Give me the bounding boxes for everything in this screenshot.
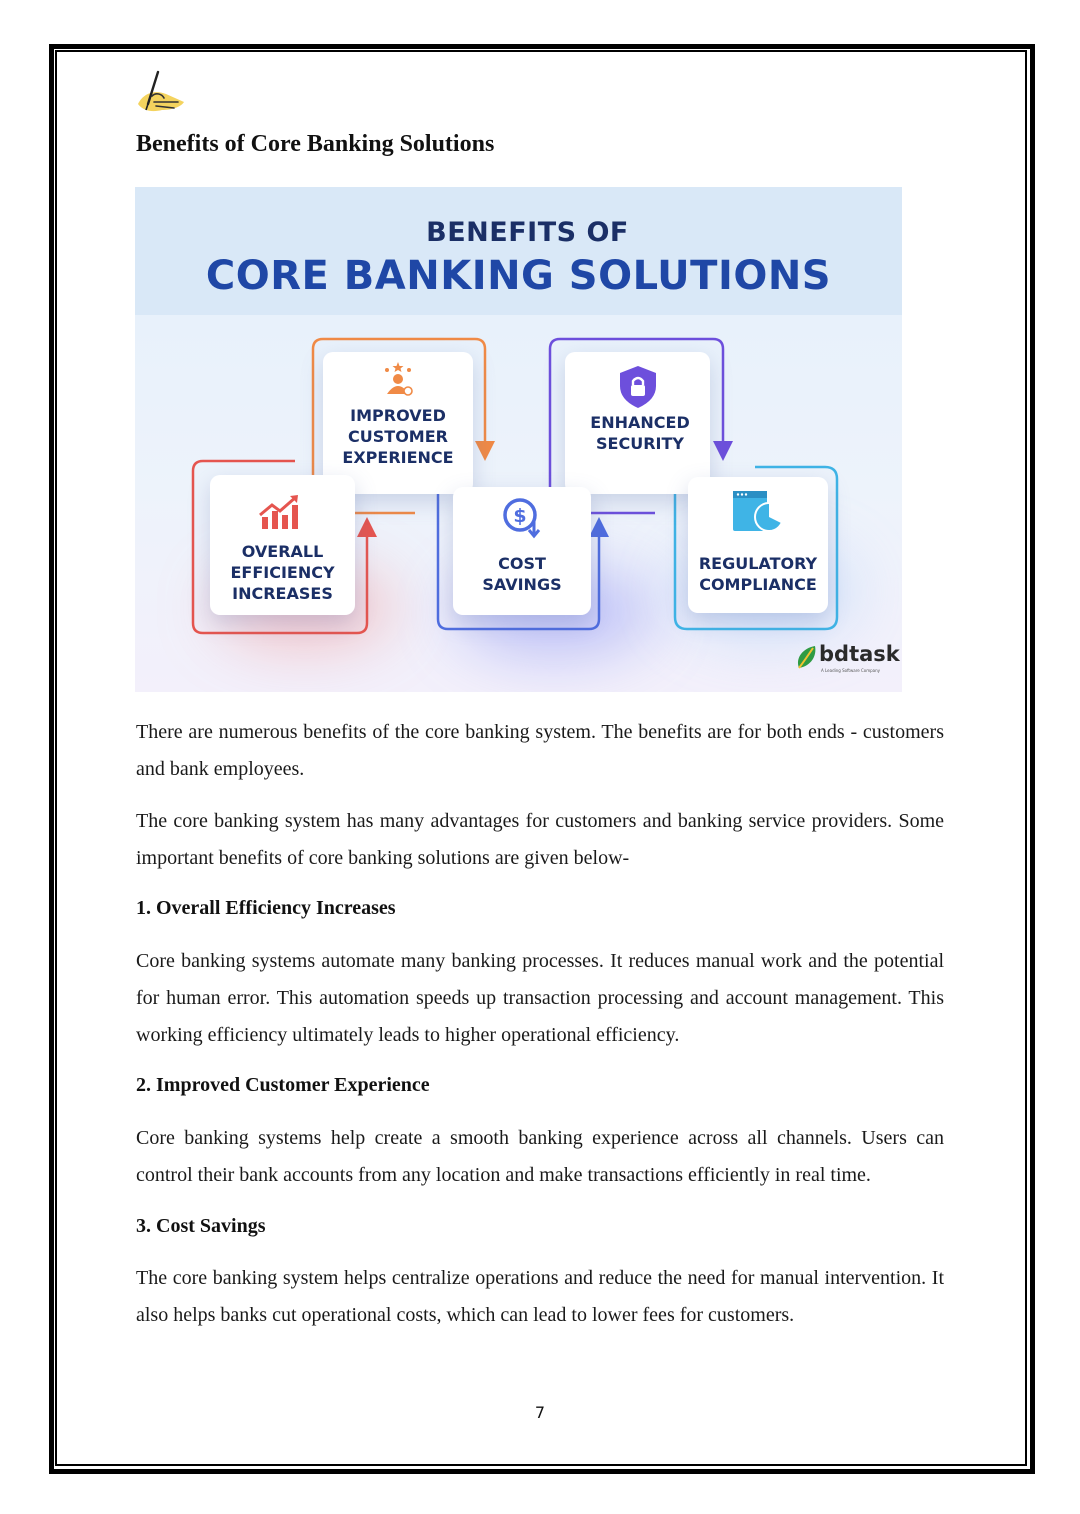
brand-tagline: A Leading Software Company <box>821 668 881 673</box>
card-label-improved-customer-experience: IMPROVED CUSTOMER EXPERIENCE <box>342 406 454 467</box>
paragraph-improved-customer-experience: Core banking systems help create a smooth banking experience across all channels. Users can control their bank accounts from any location and make transactions efficiently in real time. <box>136 1127 944 1186</box>
shield-lock-icon <box>615 364 661 410</box>
svg-text:$: $ <box>513 505 527 527</box>
report-pie-icon <box>731 489 789 533</box>
benefits-infographic <box>135 187 902 692</box>
paragraph-cost-savings: The core banking system helps centralize operations and reduce the need for manual intervention. It also helps banks cut operational costs, which can lead to lower fees for customers. <box>136 1267 944 1326</box>
subheading-overall-efficiency: 1. Overall Efficiency Increases <box>136 897 396 919</box>
card-label-cost-savings: COST SAVINGS <box>482 554 562 594</box>
card-label-overall-efficiency: OVERALL EFFICIENCY INCREASES <box>230 542 335 603</box>
paragraph-overall-efficiency: Core banking systems automate many banking processes. It reduces manual work and the potential for human error. This automation speeds up transaction processing and account management. This working efficiency ultimately leads to higher operational efficiency. <box>136 950 944 1046</box>
infographic-title: CORE BANKING SOLUTIONS <box>205 253 832 299</box>
intro-paragraph-1: There are numerous benefits of the core banking system. The benefits are for both ends - customers and bank employees. <box>136 721 944 780</box>
connector-lines <box>135 187 902 692</box>
section-heading: Benefits of Core Banking Solutions <box>136 131 495 157</box>
subheading-cost-savings: 3. Cost Savings <box>136 1215 266 1237</box>
page-number: 7 <box>534 1403 546 1422</box>
customer-star-icon <box>379 360 417 398</box>
dollar-coin-icon <box>498 495 546 539</box>
leaf-logo-icon <box>795 644 819 670</box>
card-cost-savings <box>453 487 591 615</box>
writing-hand-logo-icon <box>134 66 190 116</box>
infographic-subtitle: BENEFITS OF <box>426 217 629 248</box>
brand-name: bdtask <box>819 642 900 666</box>
growth-chart-icon <box>258 493 302 531</box>
intro-paragraph-2: The core banking system has many advantages for customers and banking service providers. Some important benefits of core banking solutions are given below- <box>136 810 944 869</box>
subheading-improved-customer-experience: 2. Improved Customer Experience <box>136 1074 430 1096</box>
card-label-enhanced-security: ENHANCED SECURITY <box>590 413 690 453</box>
card-label-regulatory-compliance: REGULATORY COMPLIANCE <box>698 554 818 594</box>
bdtask-brand <box>795 642 900 676</box>
